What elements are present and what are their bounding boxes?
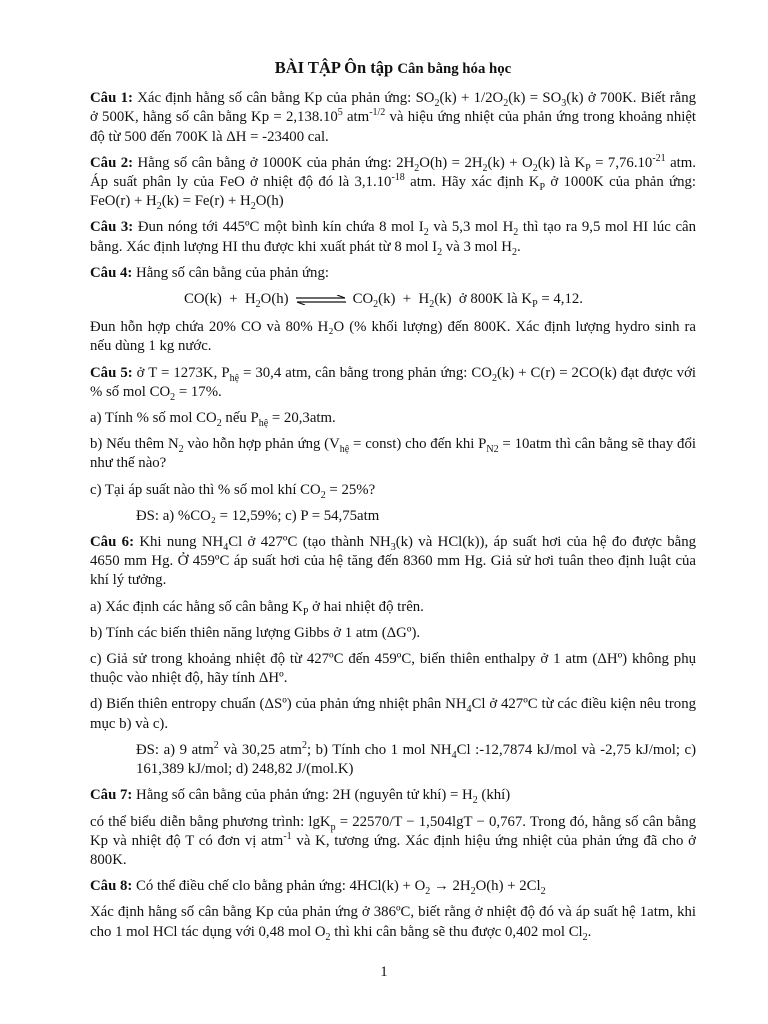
title-main: BÀI TẬP Ôn tập <box>274 58 394 77</box>
document-body <box>90 58 696 949</box>
question-5-label: Câu 5: <box>90 364 133 381</box>
question-3: Câu 3: Đun nóng tới 445ºC một bình kín chứa 8 mol $I_2$ và 5,3 mol $H_2$ thì tạo ra 9,5 mol HI lúc cân bằng. Xác định lượng HI thu được khi xuất phát từ 8 mol $I_2$ và 3 mol $H_2$. <box>90 219 697 258</box>
page-number: 1 <box>380 964 388 980</box>
question-4-label: Câu 4: <box>90 264 133 281</box>
question-7-paragraph: có thể biểu diễn bằng phương trình: lgK$_p$ = 22570/T − 1,504lgT − 0,767. Trong đó, hằng số cân bằng Kp và nhiệt độ T có đơn vị atm$^{-1}$ và K, tương ứng. Xác định hiệu ứng nhiệt của phản ứng đã cho ở 800K. <box>90 813 697 868</box>
question-8: Câu 8: Có thể điều chế clo bằng phản ứng: $4HCl(k) + O_2 \to 2H_2O(h) + 2Cl_2$ <box>90 878 546 898</box>
question-5-c: c) Tại áp suất nào thì % số mol khí $CO_2 = 25\%$? <box>90 481 376 501</box>
question-7-label: Câu 7: <box>90 787 133 804</box>
question-4-equation: $CO(k) + H_2O(h) CO_2(k) + H_2(k)$ ở 800K là $K_P = 4,12$. <box>184 291 583 310</box>
question-6-b: b) Tính các biến thiên năng lượng Gibbs ở 1 atm (ΔGº). <box>90 624 421 641</box>
question-2-label: Câu 2: <box>90 154 134 171</box>
question-6-label: Câu 6: <box>90 534 134 551</box>
question-4 <box>90 264 696 283</box>
question-5-a: a) Tính % số mol $CO_2$ nếu $P_{hệ} = 20,3atm$. <box>90 410 336 429</box>
equilibrium-arrow-icon <box>295 295 347 305</box>
question-7: Câu 7: Hằng số cân bằng của phản ứng: 2H (nguyên tử khí) = $H_2$ (khí) <box>90 787 511 807</box>
title-sub: Cân bằng hóa học <box>397 61 512 77</box>
question-5: Câu 5: ở T = 1273K, $P_{hệ} = 30,4$ atm, cân bằng trong phản ứng: $CO_2(k) + C(r) = 2CO(k)$ đạt được với % số mol $CO_2 = 17\%$. <box>90 364 696 403</box>
question-6-c: c) Giả sử trong khoảng nhiệt độ từ 427ºC đến 459ºC, biến thiên enthalpy ở 1 atm (ΔHº) không phụ thuộc vào nhiệt độ, hãy tính ΔHº. <box>90 651 696 687</box>
question-5-answer: ĐS: a) %CO₂ = 12,59%; c) P = 54,75atm <box>136 507 380 524</box>
question-4-text: Hằng số cân bằng của phản ứng: <box>136 264 329 281</box>
question-6-d: d) Biến thiên entropy chuẩn (ΔSº) của phản ứng nhiệt phân $NH_4Cl$ ở 427ºC từ các điều kiện nêu trong mục b) và c). <box>90 696 696 732</box>
question-1-label: Câu 1: <box>90 90 133 107</box>
question-3-label: Câu 3: <box>90 219 134 236</box>
question-8-paragraph: Xác định hằng số cân bằng Kp của phản ứng ở 386ºC, biết rằng ở nhiệt độ đó và áp suất hệ 1atm, khi cho 1 mol HCl tác dụng với 0,48 mol $O_2$ thì khi cân bằng sẽ thu được 0,402 mol $Cl_2$. <box>90 904 696 943</box>
question-1: Câu 1: Xác định hằng số cân bằng Kp của phản ứng: $SO_2(k) + 1/2O_2(k) = SO_3(k)$ ở 700K. Biết rằng ở 500K, hằng số cân bằng $Kp = 2,138.10^5$ atm$^{-1/2}$ và hiệu ứng nhiệt của phản ứng trong khoảng nhiệt độ từ 500 đến 700K là ΔH = -23400 cal. <box>90 90 697 145</box>
question-6-answer: ĐS: a) 9 atm$^2$ và 30,25 atm$^2$; b) Tính cho 1 mol $NH_4Cl$ :-12,7874 kJ/mol và -2,75 kJ/mol; c) 161,389 kJ/mol; d) 248,82 J/(mol.K) <box>136 739 697 778</box>
question-6: Câu 6: Khi nung $NH_4Cl$ ở 427ºC (tạo thành $NH_3(k)$ và HCl(k)), áp suất hơi của hệ đo được bằng 4650 mm Hg. Ở 459ºC áp suất hơi của hệ tăng đến 8360 mm Hg. Giả sử hơi tuân theo định luật của khí lý tưởng. <box>90 534 696 589</box>
question-5-b: b) Nếu thêm $N_2$ vào hỗn hợp phản ứng ($V_{hệ}$ = const) cho đến khi $P_{N2} = 10atm$ thì cân bằng sẽ thay đổi như thế nào? <box>90 436 696 472</box>
question-4-paragraph: Đun hỗn hợp chứa 20% CO và 80% H₂O (% khối lượng) đến 800K. Xác định lượng hydro sinh ra nếu dùng 1 kg nước. <box>90 319 696 355</box>
question-2: Câu 2: Hằng số cân bằng ở 1000K của phản ứng: $2H_2O(h) = 2H_2(k) + O_2(k)$ là $K_P = 7,76.10^{-21}$ atm. Áp suất phân ly của FeO ở nhiệt độ đó là $3,1.10^{-18}$ atm. Hãy xác định $K_P$ ở 1000K của phản ứng: $FeO(r) + H_2(k) = Fe(r) + H_2O(h)$ <box>90 152 696 213</box>
page-title <box>90 58 696 79</box>
question-8-label: Câu 8: <box>90 878 133 895</box>
question-6-a: a) Xác định các hằng số cân bằng $K_P$ ở hai nhiệt độ trên. <box>90 598 424 618</box>
